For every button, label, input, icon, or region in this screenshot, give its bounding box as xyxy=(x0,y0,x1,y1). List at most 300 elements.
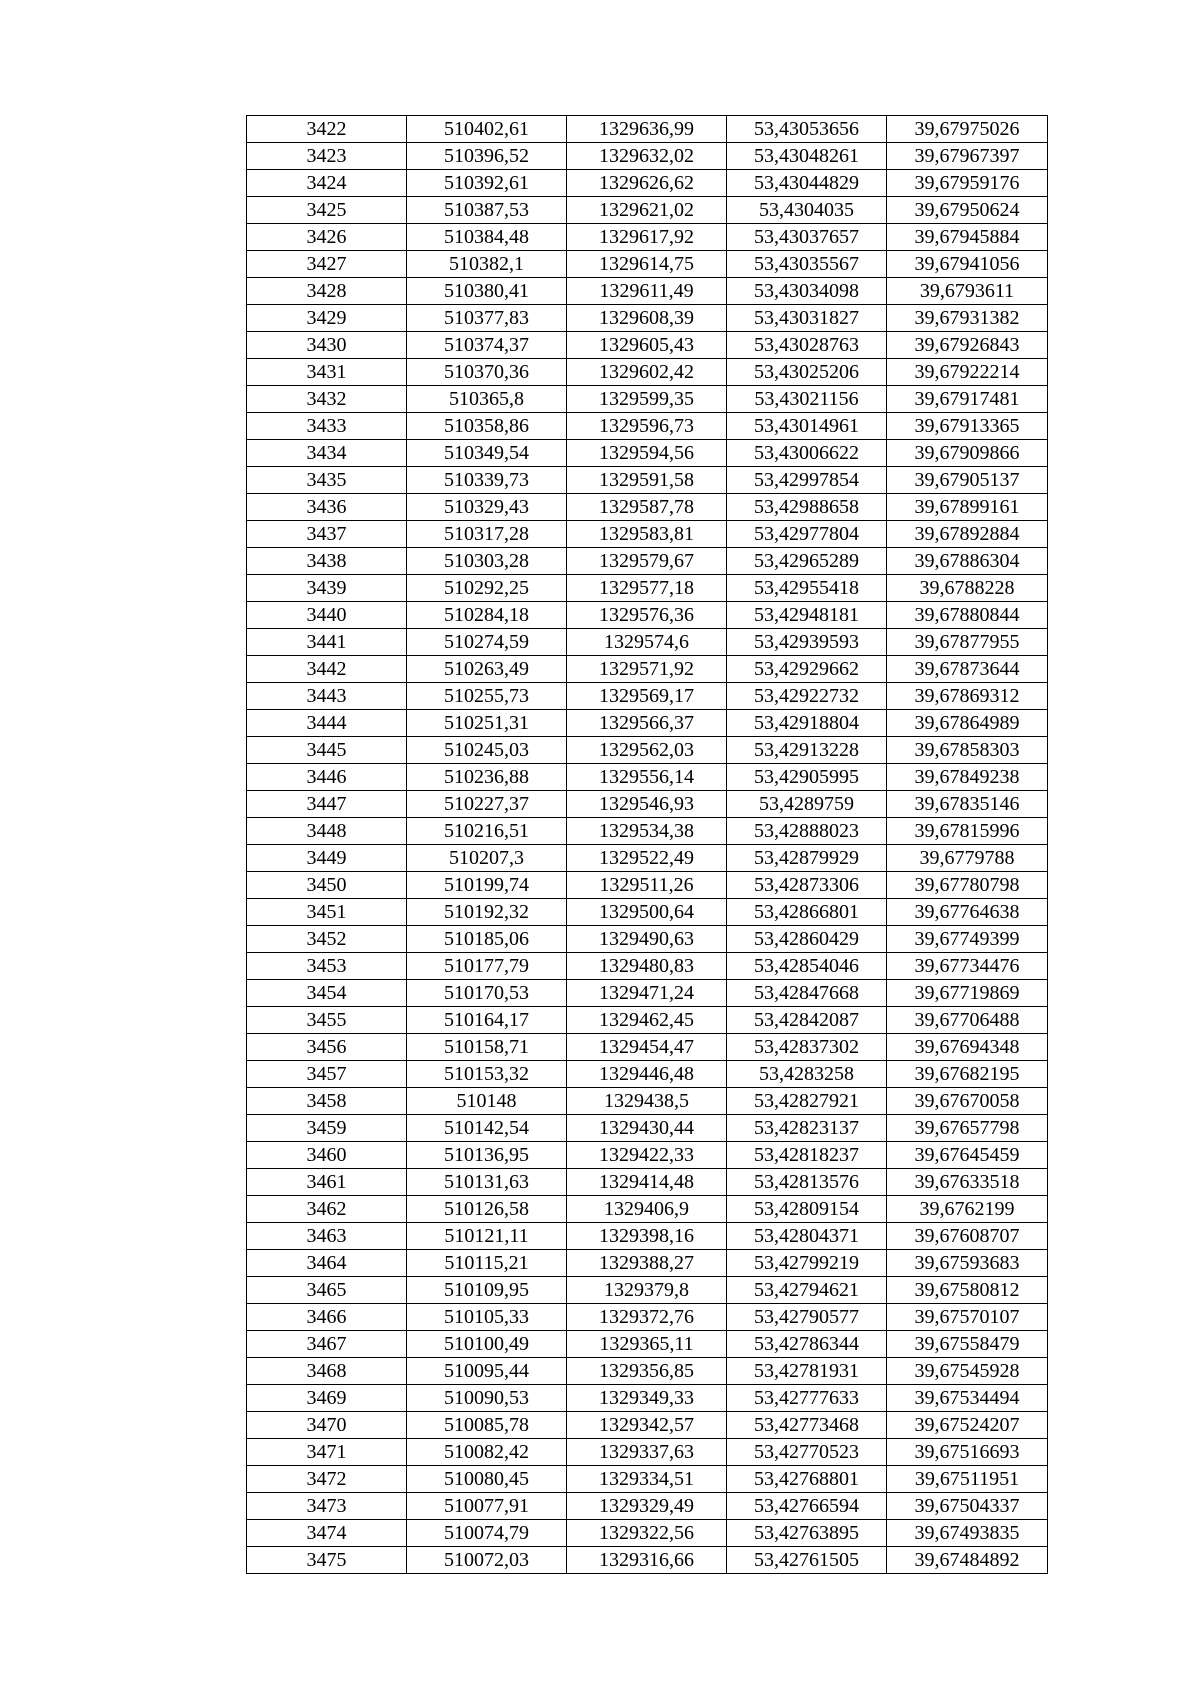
latitude-cell: 53,42988658 xyxy=(727,494,887,521)
point-number-cell: 3424 xyxy=(247,170,407,197)
point-number-cell: 3440 xyxy=(247,602,407,629)
point-number-cell: 3460 xyxy=(247,1142,407,1169)
table-row xyxy=(247,1007,1048,1034)
coord-y-cell: 1329422,33 xyxy=(567,1142,727,1169)
table-row xyxy=(247,764,1048,791)
coord-y-cell: 1329602,42 xyxy=(567,359,727,386)
latitude-cell: 53,43021156 xyxy=(727,386,887,413)
coord-x-cell: 510131,63 xyxy=(407,1169,567,1196)
longitude-cell: 39,6762199 xyxy=(887,1196,1048,1223)
coord-x-cell: 510358,86 xyxy=(407,413,567,440)
coord-y-cell: 1329337,63 xyxy=(567,1439,727,1466)
table-row xyxy=(247,305,1048,332)
longitude-cell: 39,67657798 xyxy=(887,1115,1048,1142)
coord-y-cell: 1329511,26 xyxy=(567,872,727,899)
table-row xyxy=(247,521,1048,548)
table-row xyxy=(247,413,1048,440)
coord-y-cell: 1329594,56 xyxy=(567,440,727,467)
point-number-cell: 3444 xyxy=(247,710,407,737)
point-number-cell: 3470 xyxy=(247,1412,407,1439)
latitude-cell: 53,42823137 xyxy=(727,1115,887,1142)
coord-x-cell: 510192,32 xyxy=(407,899,567,926)
coord-x-cell: 510303,28 xyxy=(407,548,567,575)
coord-y-cell: 1329322,56 xyxy=(567,1520,727,1547)
table-row xyxy=(247,656,1048,683)
coord-x-cell: 510292,25 xyxy=(407,575,567,602)
latitude-cell: 53,42922732 xyxy=(727,683,887,710)
coord-y-cell: 1329534,38 xyxy=(567,818,727,845)
coord-x-cell: 510377,83 xyxy=(407,305,567,332)
latitude-cell: 53,42905995 xyxy=(727,764,887,791)
latitude-cell: 53,42813576 xyxy=(727,1169,887,1196)
table-row xyxy=(247,818,1048,845)
table-row xyxy=(247,899,1048,926)
coord-y-cell: 1329430,44 xyxy=(567,1115,727,1142)
coord-y-cell: 1329611,49 xyxy=(567,278,727,305)
point-number-cell: 3467 xyxy=(247,1331,407,1358)
latitude-cell: 53,42955418 xyxy=(727,575,887,602)
coord-x-cell: 510216,51 xyxy=(407,818,567,845)
longitude-cell: 39,67570107 xyxy=(887,1304,1048,1331)
coord-x-cell: 510136,95 xyxy=(407,1142,567,1169)
table-row xyxy=(247,602,1048,629)
coord-x-cell: 510199,74 xyxy=(407,872,567,899)
point-number-cell: 3464 xyxy=(247,1250,407,1277)
coord-x-cell: 510263,49 xyxy=(407,656,567,683)
longitude-cell: 39,67873644 xyxy=(887,656,1048,683)
point-number-cell: 3468 xyxy=(247,1358,407,1385)
coord-x-cell: 510349,54 xyxy=(407,440,567,467)
longitude-cell: 39,67913365 xyxy=(887,413,1048,440)
table-row xyxy=(247,332,1048,359)
table-row xyxy=(247,548,1048,575)
latitude-cell: 53,42939593 xyxy=(727,629,887,656)
coord-y-cell: 1329379,8 xyxy=(567,1277,727,1304)
longitude-cell: 39,67880844 xyxy=(887,602,1048,629)
table-row xyxy=(247,1169,1048,1196)
longitude-cell: 39,67593683 xyxy=(887,1250,1048,1277)
coord-x-cell: 510109,95 xyxy=(407,1277,567,1304)
coord-y-cell: 1329372,76 xyxy=(567,1304,727,1331)
table-row xyxy=(247,143,1048,170)
coord-y-cell: 1329566,37 xyxy=(567,710,727,737)
point-number-cell: 3447 xyxy=(247,791,407,818)
table-row xyxy=(247,926,1048,953)
point-number-cell: 3469 xyxy=(247,1385,407,1412)
table-row xyxy=(247,1115,1048,1142)
longitude-cell: 39,67484892 xyxy=(887,1547,1048,1574)
longitude-cell: 39,67931382 xyxy=(887,305,1048,332)
longitude-cell: 39,67909866 xyxy=(887,440,1048,467)
coord-y-cell: 1329577,18 xyxy=(567,575,727,602)
point-number-cell: 3449 xyxy=(247,845,407,872)
coord-y-cell: 1329365,11 xyxy=(567,1331,727,1358)
longitude-cell: 39,67511951 xyxy=(887,1466,1048,1493)
table-row xyxy=(247,872,1048,899)
point-number-cell: 3437 xyxy=(247,521,407,548)
point-number-cell: 3474 xyxy=(247,1520,407,1547)
latitude-cell: 53,43053656 xyxy=(727,116,887,143)
coord-y-cell: 1329605,43 xyxy=(567,332,727,359)
latitude-cell: 53,42847668 xyxy=(727,980,887,1007)
point-number-cell: 3443 xyxy=(247,683,407,710)
point-number-cell: 3426 xyxy=(247,224,407,251)
coord-y-cell: 1329626,62 xyxy=(567,170,727,197)
point-number-cell: 3434 xyxy=(247,440,407,467)
latitude-cell: 53,42799219 xyxy=(727,1250,887,1277)
point-number-cell: 3463 xyxy=(247,1223,407,1250)
table-row xyxy=(247,1520,1048,1547)
table-row xyxy=(247,629,1048,656)
point-number-cell: 3466 xyxy=(247,1304,407,1331)
latitude-cell: 53,42965289 xyxy=(727,548,887,575)
latitude-cell: 53,42768801 xyxy=(727,1466,887,1493)
coord-y-cell: 1329583,81 xyxy=(567,521,727,548)
coord-x-cell: 510115,21 xyxy=(407,1250,567,1277)
longitude-cell: 39,67967397 xyxy=(887,143,1048,170)
coord-x-cell: 510177,79 xyxy=(407,953,567,980)
latitude-cell: 53,42888023 xyxy=(727,818,887,845)
coord-y-cell: 1329614,75 xyxy=(567,251,727,278)
point-number-cell: 3433 xyxy=(247,413,407,440)
coord-y-cell: 1329562,03 xyxy=(567,737,727,764)
longitude-cell: 39,6788228 xyxy=(887,575,1048,602)
coord-y-cell: 1329591,58 xyxy=(567,467,727,494)
latitude-cell: 53,42997854 xyxy=(727,467,887,494)
coord-x-cell: 510170,53 xyxy=(407,980,567,1007)
table-row xyxy=(247,1358,1048,1385)
coord-y-cell: 1329556,14 xyxy=(567,764,727,791)
longitude-cell: 39,67950624 xyxy=(887,197,1048,224)
longitude-cell: 39,67516693 xyxy=(887,1439,1048,1466)
latitude-cell: 53,42866801 xyxy=(727,899,887,926)
point-number-cell: 3448 xyxy=(247,818,407,845)
point-number-cell: 3454 xyxy=(247,980,407,1007)
longitude-cell: 39,67959176 xyxy=(887,170,1048,197)
coord-x-cell: 510158,71 xyxy=(407,1034,567,1061)
table-row xyxy=(247,1385,1048,1412)
coord-y-cell: 1329636,99 xyxy=(567,116,727,143)
point-number-cell: 3441 xyxy=(247,629,407,656)
table-row xyxy=(247,467,1048,494)
coord-y-cell: 1329621,02 xyxy=(567,197,727,224)
latitude-cell: 53,42977804 xyxy=(727,521,887,548)
table-row xyxy=(247,440,1048,467)
longitude-cell: 39,67864989 xyxy=(887,710,1048,737)
coord-x-cell: 510207,3 xyxy=(407,845,567,872)
table-row xyxy=(247,1493,1048,1520)
coord-x-cell: 510090,53 xyxy=(407,1385,567,1412)
latitude-cell: 53,4304035 xyxy=(727,197,887,224)
table-row xyxy=(247,791,1048,818)
point-number-cell: 3452 xyxy=(247,926,407,953)
point-number-cell: 3472 xyxy=(247,1466,407,1493)
longitude-cell: 39,67493835 xyxy=(887,1520,1048,1547)
longitude-cell: 39,67849238 xyxy=(887,764,1048,791)
point-number-cell: 3436 xyxy=(247,494,407,521)
coordinates-table-body xyxy=(247,116,1048,1574)
coord-y-cell: 1329388,27 xyxy=(567,1250,727,1277)
coord-y-cell: 1329569,17 xyxy=(567,683,727,710)
point-number-cell: 3446 xyxy=(247,764,407,791)
coord-y-cell: 1329599,35 xyxy=(567,386,727,413)
coord-x-cell: 510095,44 xyxy=(407,1358,567,1385)
longitude-cell: 39,67706488 xyxy=(887,1007,1048,1034)
longitude-cell: 39,67905137 xyxy=(887,467,1048,494)
coord-x-cell: 510339,73 xyxy=(407,467,567,494)
latitude-cell: 53,42929662 xyxy=(727,656,887,683)
coord-y-cell: 1329342,57 xyxy=(567,1412,727,1439)
table-row xyxy=(247,683,1048,710)
point-number-cell: 3451 xyxy=(247,899,407,926)
point-number-cell: 3428 xyxy=(247,278,407,305)
point-number-cell: 3429 xyxy=(247,305,407,332)
coord-y-cell: 1329617,92 xyxy=(567,224,727,251)
coord-x-cell: 510100,49 xyxy=(407,1331,567,1358)
coord-x-cell: 510245,03 xyxy=(407,737,567,764)
point-number-cell: 3430 xyxy=(247,332,407,359)
table-row xyxy=(247,1277,1048,1304)
latitude-cell: 53,4283258 xyxy=(727,1061,887,1088)
coord-y-cell: 1329574,6 xyxy=(567,629,727,656)
latitude-cell: 53,42948181 xyxy=(727,602,887,629)
latitude-cell: 53,42766594 xyxy=(727,1493,887,1520)
latitude-cell: 53,43031827 xyxy=(727,305,887,332)
longitude-cell: 39,67764638 xyxy=(887,899,1048,926)
latitude-cell: 53,43035567 xyxy=(727,251,887,278)
coord-y-cell: 1329576,36 xyxy=(567,602,727,629)
point-number-cell: 3461 xyxy=(247,1169,407,1196)
point-number-cell: 3435 xyxy=(247,467,407,494)
table-row xyxy=(247,1331,1048,1358)
table-row xyxy=(247,1547,1048,1574)
coord-x-cell: 510370,36 xyxy=(407,359,567,386)
coord-x-cell: 510392,61 xyxy=(407,170,567,197)
point-number-cell: 3453 xyxy=(247,953,407,980)
longitude-cell: 39,67608707 xyxy=(887,1223,1048,1250)
longitude-cell: 39,67869312 xyxy=(887,683,1048,710)
longitude-cell: 39,67917481 xyxy=(887,386,1048,413)
coord-x-cell: 510148 xyxy=(407,1088,567,1115)
point-number-cell: 3442 xyxy=(247,656,407,683)
coord-x-cell: 510384,48 xyxy=(407,224,567,251)
longitude-cell: 39,67645459 xyxy=(887,1142,1048,1169)
longitude-cell: 39,67749399 xyxy=(887,926,1048,953)
coord-y-cell: 1329490,63 xyxy=(567,926,727,953)
coord-x-cell: 510185,06 xyxy=(407,926,567,953)
latitude-cell: 53,42794621 xyxy=(727,1277,887,1304)
coord-y-cell: 1329471,24 xyxy=(567,980,727,1007)
point-number-cell: 3450 xyxy=(247,872,407,899)
coord-y-cell: 1329579,67 xyxy=(567,548,727,575)
longitude-cell: 39,6793611 xyxy=(887,278,1048,305)
latitude-cell: 53,42777633 xyxy=(727,1385,887,1412)
table-row xyxy=(247,1412,1048,1439)
point-number-cell: 3445 xyxy=(247,737,407,764)
coord-x-cell: 510284,18 xyxy=(407,602,567,629)
coord-x-cell: 510085,78 xyxy=(407,1412,567,1439)
latitude-cell: 53,43034098 xyxy=(727,278,887,305)
latitude-cell: 53,43028763 xyxy=(727,332,887,359)
latitude-cell: 53,42837302 xyxy=(727,1034,887,1061)
point-number-cell: 3422 xyxy=(247,116,407,143)
longitude-cell: 39,67534494 xyxy=(887,1385,1048,1412)
coord-y-cell: 1329546,93 xyxy=(567,791,727,818)
table-row xyxy=(247,1304,1048,1331)
coord-y-cell: 1329446,48 xyxy=(567,1061,727,1088)
longitude-cell: 39,67975026 xyxy=(887,116,1048,143)
point-number-cell: 3475 xyxy=(247,1547,407,1574)
point-number-cell: 3462 xyxy=(247,1196,407,1223)
table-row xyxy=(247,170,1048,197)
table-row xyxy=(247,1439,1048,1466)
latitude-cell: 53,43044829 xyxy=(727,170,887,197)
coord-x-cell: 510387,53 xyxy=(407,197,567,224)
coord-x-cell: 510072,03 xyxy=(407,1547,567,1574)
latitude-cell: 53,42761505 xyxy=(727,1547,887,1574)
coord-y-cell: 1329587,78 xyxy=(567,494,727,521)
table-row xyxy=(247,224,1048,251)
latitude-cell: 53,42913228 xyxy=(727,737,887,764)
coord-x-cell: 510255,73 xyxy=(407,683,567,710)
coord-x-cell: 510382,1 xyxy=(407,251,567,278)
coord-y-cell: 1329500,64 xyxy=(567,899,727,926)
coord-x-cell: 510251,31 xyxy=(407,710,567,737)
latitude-cell: 53,42918804 xyxy=(727,710,887,737)
longitude-cell: 39,67734476 xyxy=(887,953,1048,980)
longitude-cell: 39,67670058 xyxy=(887,1088,1048,1115)
table-row xyxy=(247,1088,1048,1115)
latitude-cell: 53,42854046 xyxy=(727,953,887,980)
coord-y-cell: 1329438,5 xyxy=(567,1088,727,1115)
table-row xyxy=(247,1250,1048,1277)
latitude-cell: 53,42842087 xyxy=(727,1007,887,1034)
coord-y-cell: 1329462,45 xyxy=(567,1007,727,1034)
longitude-cell: 39,67886304 xyxy=(887,548,1048,575)
coord-x-cell: 510236,88 xyxy=(407,764,567,791)
latitude-cell: 53,42790577 xyxy=(727,1304,887,1331)
point-number-cell: 3456 xyxy=(247,1034,407,1061)
table-row xyxy=(247,1142,1048,1169)
coord-x-cell: 510329,43 xyxy=(407,494,567,521)
longitude-cell: 39,67580812 xyxy=(887,1277,1048,1304)
coord-y-cell: 1329349,33 xyxy=(567,1385,727,1412)
table-row xyxy=(247,1466,1048,1493)
longitude-cell: 39,67835146 xyxy=(887,791,1048,818)
coord-x-cell: 510317,28 xyxy=(407,521,567,548)
coord-x-cell: 510274,59 xyxy=(407,629,567,656)
coord-y-cell: 1329480,83 xyxy=(567,953,727,980)
coord-y-cell: 1329316,66 xyxy=(567,1547,727,1574)
longitude-cell: 39,67633518 xyxy=(887,1169,1048,1196)
point-number-cell: 3431 xyxy=(247,359,407,386)
point-number-cell: 3458 xyxy=(247,1088,407,1115)
latitude-cell: 53,42879929 xyxy=(727,845,887,872)
table-row xyxy=(247,980,1048,1007)
point-number-cell: 3427 xyxy=(247,251,407,278)
table-row xyxy=(247,737,1048,764)
coord-x-cell: 510142,54 xyxy=(407,1115,567,1142)
coord-x-cell: 510082,42 xyxy=(407,1439,567,1466)
latitude-cell: 53,42804371 xyxy=(727,1223,887,1250)
table-row xyxy=(247,494,1048,521)
coord-y-cell: 1329454,47 xyxy=(567,1034,727,1061)
point-number-cell: 3455 xyxy=(247,1007,407,1034)
coord-x-cell: 510227,37 xyxy=(407,791,567,818)
point-number-cell: 3473 xyxy=(247,1493,407,1520)
table-row xyxy=(247,845,1048,872)
latitude-cell: 53,42809154 xyxy=(727,1196,887,1223)
longitude-cell: 39,67945884 xyxy=(887,224,1048,251)
coord-y-cell: 1329571,92 xyxy=(567,656,727,683)
latitude-cell: 53,43006622 xyxy=(727,440,887,467)
coordinates-table xyxy=(246,115,1048,1574)
coord-x-cell: 510396,52 xyxy=(407,143,567,170)
point-number-cell: 3432 xyxy=(247,386,407,413)
coord-y-cell: 1329398,16 xyxy=(567,1223,727,1250)
coord-x-cell: 510380,41 xyxy=(407,278,567,305)
longitude-cell: 39,67504337 xyxy=(887,1493,1048,1520)
table-row xyxy=(247,1223,1048,1250)
table-row xyxy=(247,953,1048,980)
latitude-cell: 53,42860429 xyxy=(727,926,887,953)
longitude-cell: 39,67780798 xyxy=(887,872,1048,899)
coord-y-cell: 1329522,49 xyxy=(567,845,727,872)
longitude-cell: 39,67719869 xyxy=(887,980,1048,1007)
longitude-cell: 39,67892884 xyxy=(887,521,1048,548)
latitude-cell: 53,42786344 xyxy=(727,1331,887,1358)
coord-y-cell: 1329356,85 xyxy=(567,1358,727,1385)
coord-x-cell: 510121,11 xyxy=(407,1223,567,1250)
point-number-cell: 3439 xyxy=(247,575,407,602)
latitude-cell: 53,42827921 xyxy=(727,1088,887,1115)
latitude-cell: 53,42773468 xyxy=(727,1412,887,1439)
longitude-cell: 39,67877955 xyxy=(887,629,1048,656)
longitude-cell: 39,67926843 xyxy=(887,332,1048,359)
point-number-cell: 3425 xyxy=(247,197,407,224)
coord-x-cell: 510080,45 xyxy=(407,1466,567,1493)
coord-x-cell: 510126,58 xyxy=(407,1196,567,1223)
latitude-cell: 53,42763895 xyxy=(727,1520,887,1547)
coord-y-cell: 1329334,51 xyxy=(567,1466,727,1493)
coord-x-cell: 510074,79 xyxy=(407,1520,567,1547)
table-row xyxy=(247,197,1048,224)
longitude-cell: 39,67815996 xyxy=(887,818,1048,845)
table-row xyxy=(247,1196,1048,1223)
table-row xyxy=(247,1061,1048,1088)
latitude-cell: 53,43025206 xyxy=(727,359,887,386)
longitude-cell: 39,67899161 xyxy=(887,494,1048,521)
point-number-cell: 3457 xyxy=(247,1061,407,1088)
table-row xyxy=(247,116,1048,143)
longitude-cell: 39,67682195 xyxy=(887,1061,1048,1088)
longitude-cell: 39,6779788 xyxy=(887,845,1048,872)
latitude-cell: 53,42770523 xyxy=(727,1439,887,1466)
coord-x-cell: 510164,17 xyxy=(407,1007,567,1034)
table-row xyxy=(247,251,1048,278)
table-row xyxy=(247,710,1048,737)
longitude-cell: 39,67545928 xyxy=(887,1358,1048,1385)
latitude-cell: 53,42818237 xyxy=(727,1142,887,1169)
coord-y-cell: 1329632,02 xyxy=(567,143,727,170)
coord-y-cell: 1329608,39 xyxy=(567,305,727,332)
coord-x-cell: 510365,8 xyxy=(407,386,567,413)
latitude-cell: 53,4289759 xyxy=(727,791,887,818)
coord-y-cell: 1329596,73 xyxy=(567,413,727,440)
coord-x-cell: 510077,91 xyxy=(407,1493,567,1520)
point-number-cell: 3471 xyxy=(247,1439,407,1466)
longitude-cell: 39,67558479 xyxy=(887,1331,1048,1358)
